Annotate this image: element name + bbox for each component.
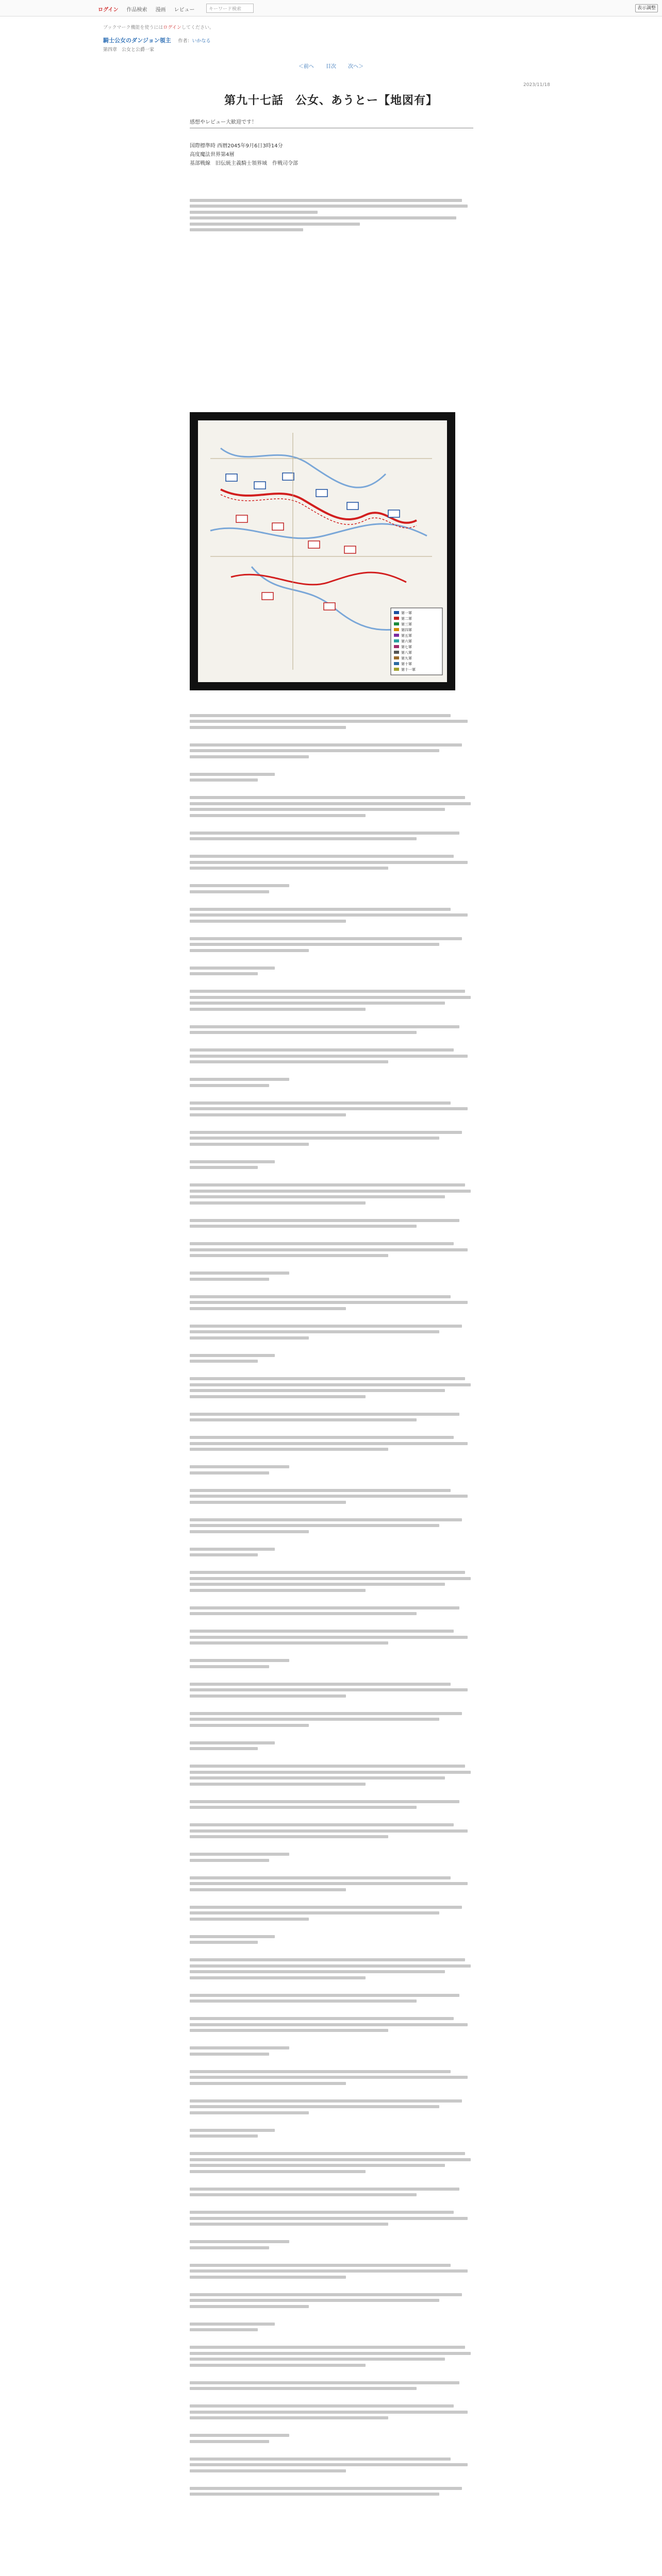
text-line	[190, 1530, 309, 1533]
text-line	[190, 1354, 275, 1357]
text-line	[190, 2088, 473, 2096]
text-line	[190, 967, 275, 970]
text-line	[190, 2422, 473, 2431]
text-line	[190, 1783, 366, 1786]
legend-swatch	[394, 611, 399, 614]
text-line	[190, 211, 318, 214]
text-line	[190, 802, 471, 805]
text-line	[190, 2105, 439, 2108]
text-line	[190, 1835, 388, 1838]
text-line	[190, 1377, 465, 1380]
text-line	[190, 1618, 473, 1627]
text-line	[190, 2076, 468, 2079]
text-line	[190, 1548, 275, 1551]
text-line	[190, 2440, 269, 2443]
text-line	[190, 1753, 473, 1762]
text-line	[190, 1195, 445, 1198]
text-line	[190, 2029, 388, 2032]
text-line	[190, 2276, 346, 2279]
text-line	[190, 1800, 459, 1803]
text-line	[190, 1048, 454, 1052]
text-line	[190, 2404, 454, 2408]
text-line	[190, 2023, 468, 2026]
text-line	[190, 1254, 388, 1257]
text-line	[190, 1495, 468, 1498]
text-line	[190, 1260, 473, 1269]
text-line	[190, 2393, 473, 2402]
text-line	[190, 1442, 468, 1445]
text-line	[190, 2358, 445, 2361]
legend-label: 第一軍	[401, 611, 412, 615]
text-line	[190, 814, 366, 817]
text-line	[190, 1776, 445, 1780]
text-line	[190, 2364, 366, 2367]
text-line	[190, 1389, 445, 1392]
text-line	[190, 1143, 309, 1146]
text-line	[190, 2111, 309, 2114]
legend-swatch	[394, 651, 399, 654]
text-line	[190, 1295, 451, 1298]
text-line	[190, 1454, 473, 1463]
text-line	[190, 1865, 473, 1873]
text-line	[190, 1829, 468, 1833]
text-line	[190, 1606, 459, 1609]
text-line	[190, 990, 465, 993]
text-line	[190, 1330, 439, 1333]
text-line	[190, 1013, 473, 1022]
text-line	[190, 205, 468, 208]
text-line	[190, 2170, 366, 2173]
text-line	[190, 714, 451, 717]
text-line	[190, 2082, 346, 2085]
text-line	[190, 1160, 275, 1163]
text-line	[190, 1425, 473, 1433]
text-line	[190, 796, 465, 799]
text-line	[190, 1771, 471, 1774]
text-line	[190, 867, 388, 870]
text-line	[190, 2305, 309, 2308]
text-line	[190, 808, 445, 811]
text-line	[190, 2053, 269, 2056]
text-line	[190, 2369, 473, 2378]
text-line	[190, 1571, 465, 1574]
text-line	[190, 2035, 473, 2044]
text-line	[190, 1207, 473, 1216]
episode-body-text	[190, 711, 473, 2576]
text-line	[190, 1765, 465, 1768]
novel-search-link[interactable]: 作品検索	[126, 7, 147, 13]
text-line	[190, 743, 462, 747]
text-line	[190, 199, 462, 202]
text-line	[190, 1413, 459, 1416]
text-line	[190, 1002, 445, 1005]
text-line	[190, 937, 462, 940]
legend-label: 第七軍	[401, 645, 412, 649]
text-line	[190, 2176, 473, 2184]
text-line	[190, 1119, 473, 1128]
text-line	[190, 1066, 473, 1075]
text-line	[190, 1307, 346, 1310]
text-line	[190, 1278, 269, 1281]
text-line	[190, 873, 473, 882]
header-line-place: 高度魔法世界第4層	[190, 152, 235, 158]
text-line	[190, 2387, 417, 2390]
text-line	[190, 2158, 471, 2161]
text-line	[190, 2223, 388, 2226]
text-line	[190, 1107, 468, 1110]
text-line	[190, 2487, 462, 2490]
text-line	[190, 1055, 468, 1058]
text-line	[190, 1225, 417, 1228]
text-line	[190, 1947, 473, 1956]
text-line	[190, 1008, 366, 1011]
map-svg	[190, 412, 455, 690]
text-line	[190, 1648, 473, 1656]
text-line	[190, 978, 473, 987]
text-line	[190, 920, 346, 923]
legend-swatch	[394, 639, 399, 642]
review-link[interactable]: レビュー	[174, 7, 195, 13]
text-line	[190, 996, 471, 999]
text-line	[190, 755, 309, 758]
display-settings-button[interactable]: 表示調整	[635, 4, 658, 12]
top-navigation-bar	[0, 0, 662, 16]
text-line	[190, 785, 473, 793]
text-line	[190, 2217, 468, 2220]
text-line	[190, 1471, 269, 1475]
text-line	[190, 2469, 346, 2472]
text-line	[190, 2240, 289, 2243]
text-line	[190, 2334, 473, 2343]
text-line	[190, 1812, 473, 1821]
text-line	[190, 1665, 269, 1668]
text-line	[190, 1853, 289, 1856]
legend-label: 第十一軍	[401, 668, 416, 672]
text-line	[190, 1518, 462, 1521]
text-line	[190, 1219, 459, 1222]
header-line-location: 基部戦線 旧伝統主義騎士領界域 作戦司令部	[190, 161, 298, 166]
text-line	[190, 1659, 289, 1662]
text-line	[190, 2446, 473, 2454]
legend-label: 第四軍	[401, 628, 412, 632]
legend-label: 第十軍	[401, 662, 412, 666]
text-line	[190, 2463, 468, 2466]
text-line	[190, 2246, 269, 2249]
text-line	[190, 2046, 289, 2049]
text-line	[190, 2352, 471, 2355]
text-line	[190, 223, 360, 226]
text-line	[190, 2099, 462, 2103]
text-line	[190, 1101, 451, 1105]
text-line	[190, 1342, 473, 1351]
text-line	[190, 2193, 417, 2196]
text-line	[190, 1137, 439, 1140]
text-line	[190, 925, 473, 934]
keyword-search-input[interactable]: キーワード検索	[206, 4, 254, 13]
text-line	[190, 2264, 451, 2267]
chapter-subtitle: 第四章 公女と公爵一家	[103, 47, 155, 53]
text-line	[190, 1172, 473, 1181]
text-line	[190, 2199, 473, 2208]
legend-swatch	[394, 645, 399, 648]
legend-label: 第八軍	[401, 651, 412, 655]
text-line	[190, 1395, 366, 1398]
text-line	[190, 1589, 366, 1592]
text-line	[190, 1037, 473, 1046]
text-line	[190, 1560, 473, 1568]
text-line	[190, 1301, 468, 1304]
novel-title-link[interactable]: 騎士公女のダンジョン領主 作者：いかなる	[103, 37, 211, 44]
text-line	[190, 1031, 417, 1034]
text-line	[190, 1718, 439, 1721]
text-line	[190, 1418, 417, 1421]
top-nav-links	[98, 5, 195, 13]
text-line	[190, 1501, 346, 1504]
text-line	[190, 2458, 451, 2461]
text-line	[190, 955, 473, 963]
text-line	[190, 949, 309, 952]
text-line	[190, 773, 275, 776]
text-line	[190, 2117, 473, 2126]
text-line	[190, 896, 473, 905]
text-line	[190, 1976, 366, 1979]
text-line	[190, 228, 303, 231]
text-line	[190, 1612, 417, 1615]
text-line	[190, 1090, 473, 1098]
text-line	[190, 1994, 459, 1997]
text-line	[190, 1935, 275, 1938]
text-line	[190, 1583, 445, 1586]
text-line	[190, 1841, 473, 1850]
text-line	[190, 1730, 473, 1738]
text-line	[190, 2017, 454, 2020]
text-line	[190, 1401, 473, 1410]
episode-header-block	[190, 142, 473, 168]
bookmark-login-notice: ブックマーク機能を使うにはログインしてください。	[103, 25, 214, 30]
front-line-map-image	[190, 412, 455, 690]
text-line	[190, 1231, 473, 1240]
text-line	[190, 2134, 258, 2138]
text-line	[190, 1688, 468, 1691]
text-line	[190, 726, 346, 729]
text-line	[190, 1964, 471, 1968]
text-line	[190, 855, 454, 858]
prev-link[interactable]: ＜前へ	[298, 64, 314, 70]
text-line	[190, 2411, 468, 2414]
text-line	[190, 1272, 289, 1275]
text-line	[190, 2416, 388, 2419]
intro-text-block	[190, 196, 473, 234]
text-line	[190, 1747, 258, 1750]
text-line	[190, 2293, 462, 2296]
text-line	[190, 1888, 346, 1891]
text-line	[190, 2381, 459, 2384]
text-line	[190, 1489, 451, 1492]
text-line	[190, 1636, 468, 1639]
text-line	[190, 1876, 451, 1879]
text-line	[190, 2434, 289, 2437]
legend-label: 第九軍	[401, 656, 412, 660]
text-line	[190, 1113, 346, 1116]
legend-label: 第二軍	[401, 617, 412, 621]
text-line	[190, 1641, 388, 1645]
legend-label: 第三軍	[401, 622, 412, 626]
text-line	[190, 1477, 473, 1486]
legend-swatch	[394, 668, 399, 671]
text-line	[190, 1360, 258, 1363]
legend-label: 第五軍	[401, 634, 412, 638]
text-line	[190, 1553, 258, 1556]
text-line	[190, 1724, 309, 1727]
text-line	[190, 1506, 473, 1515]
text-line	[190, 1788, 473, 1797]
text-line	[190, 1712, 462, 1715]
text-line	[190, 890, 269, 893]
text-line	[190, 2328, 258, 2331]
text-line	[190, 2058, 473, 2067]
text-line	[190, 1131, 462, 1134]
legend-swatch	[394, 628, 399, 631]
text-line	[190, 861, 468, 864]
text-line	[190, 1524, 439, 1527]
text-line	[190, 1183, 465, 1187]
text-line	[190, 2323, 275, 2326]
text-line	[190, 1060, 388, 1063]
text-line	[190, 1958, 465, 1961]
text-line	[190, 1882, 468, 1885]
text-line	[190, 1242, 454, 1245]
text-line	[190, 1700, 473, 1709]
text-line	[190, 913, 468, 917]
text-line	[190, 1465, 289, 1468]
header-line-time: 国際標準時 西暦2045年9月6日3時14分	[190, 143, 283, 149]
text-line	[190, 1859, 269, 1862]
text-line	[190, 1694, 346, 1698]
legend-swatch	[394, 634, 399, 637]
text-line	[190, 1630, 454, 1633]
text-line	[190, 837, 417, 840]
novel-header	[103, 36, 412, 53]
text-line	[190, 216, 456, 219]
login-link[interactable]: ログイン	[98, 7, 119, 13]
text-line	[190, 2475, 473, 2484]
episode-date: 2023/11/18	[523, 82, 550, 88]
episode-title: 第九十七話 公女、あうとー【地図有】	[224, 94, 438, 107]
text-line	[190, 1806, 417, 1809]
legend-swatch	[394, 617, 399, 620]
text-line	[190, 2211, 454, 2214]
text-line	[190, 1911, 439, 1914]
text-line	[190, 1336, 309, 1340]
legend-swatch	[394, 622, 399, 625]
text-line	[190, 1166, 258, 1169]
toc-link[interactable]: 目次	[326, 64, 336, 70]
text-line	[190, 1536, 473, 1545]
text-line	[190, 972, 258, 975]
episode-preface: 感想やレビュー大歓迎です！	[190, 120, 257, 125]
text-line	[190, 1894, 473, 1903]
text-line	[190, 1823, 454, 1826]
text-line	[190, 1683, 451, 1686]
text-line	[190, 1577, 471, 1580]
text-line	[190, 1436, 454, 1439]
author-label: 作者：	[178, 39, 192, 44]
text-line	[190, 749, 439, 752]
text-line	[190, 2252, 473, 2261]
text-line	[190, 1190, 471, 1193]
text-line	[190, 2229, 473, 2238]
text-line	[190, 2129, 275, 2132]
text-line	[190, 1325, 462, 1328]
text-line	[190, 2269, 468, 2273]
text-line	[190, 761, 473, 770]
text-line	[190, 2311, 473, 2319]
text-line	[190, 1448, 388, 1451]
legend-label: 第六軍	[401, 639, 412, 643]
text-line	[190, 1970, 445, 1973]
text-line	[190, 1383, 471, 1386]
text-line	[190, 1201, 366, 1205]
text-line	[190, 1595, 473, 1603]
text-line	[190, 1366, 473, 1375]
legend-swatch	[394, 656, 399, 659]
text-line	[190, 832, 459, 835]
author-link[interactable]: いかなる	[192, 39, 211, 44]
text-line	[190, 843, 473, 852]
text-line	[190, 1078, 289, 1081]
text-line	[190, 908, 451, 911]
text-line	[190, 1025, 459, 1028]
text-line	[190, 2281, 473, 2290]
text-line	[190, 2299, 439, 2302]
text-line	[190, 1283, 473, 1292]
text-line	[190, 2152, 465, 2155]
text-line	[190, 1671, 473, 1680]
text-line	[190, 1906, 462, 1909]
text-line	[190, 1941, 258, 1944]
text-line	[190, 2070, 451, 2073]
text-line	[190, 2346, 465, 2349]
legend-swatch	[394, 662, 399, 665]
text-line	[190, 1999, 417, 2003]
notice-login-link[interactable]: ログイン	[163, 25, 181, 30]
text-line	[190, 2164, 445, 2167]
text-line	[190, 2188, 459, 2191]
text-line	[190, 1741, 275, 1744]
text-line	[190, 884, 289, 887]
text-line	[190, 778, 258, 782]
text-line	[190, 1313, 473, 1321]
text-line	[190, 2006, 473, 2014]
next-link[interactable]: 次へ＞	[348, 64, 364, 70]
text-line	[190, 1982, 473, 1991]
text-line	[190, 720, 468, 723]
text-line	[190, 1918, 309, 1921]
manga-link[interactable]: 漫画	[155, 7, 166, 13]
text-line	[190, 1148, 473, 1157]
top-pager	[0, 62, 662, 70]
text-line	[190, 2141, 473, 2149]
text-line	[190, 820, 473, 828]
text-line	[190, 1248, 468, 1251]
text-line	[190, 1084, 269, 1087]
text-line	[190, 2493, 439, 2496]
text-line	[190, 732, 473, 740]
text-line	[190, 1923, 473, 1932]
text-line	[190, 943, 439, 946]
